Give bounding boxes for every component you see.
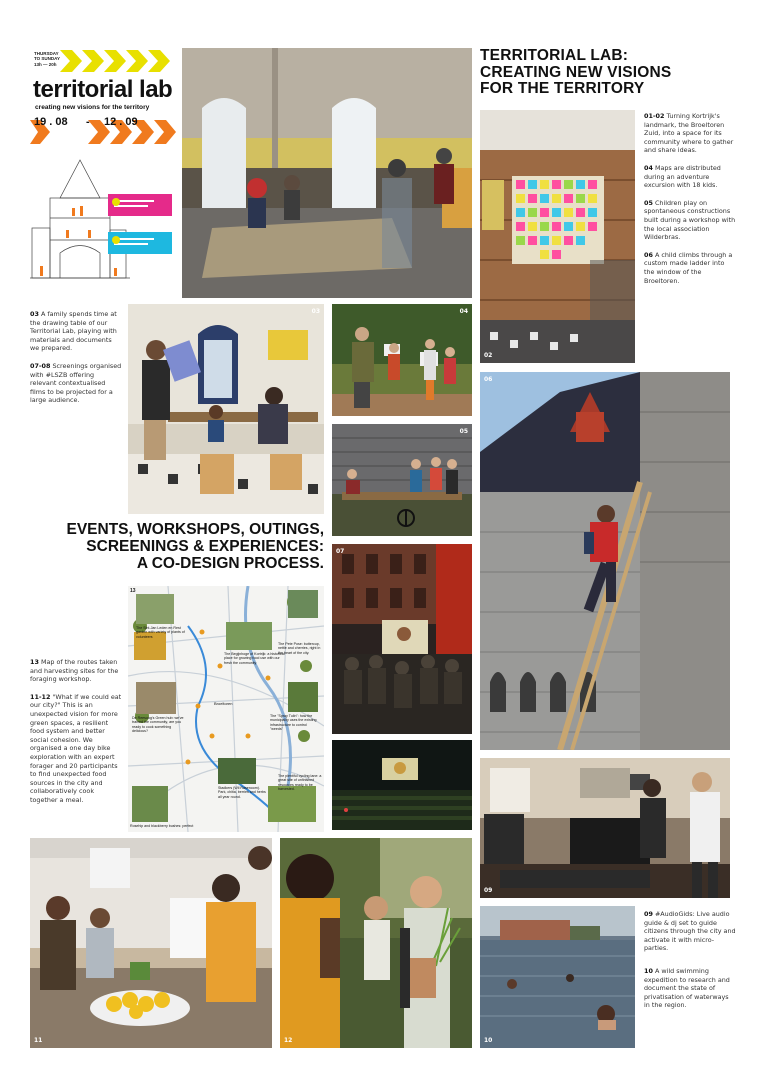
photo-number: 06 [484,376,493,383]
photo-number: 10 [484,1037,493,1044]
photo-number: 13 [130,588,136,594]
map-label: De Reesoog's Green hub: we've trained the community, are you ready to cook something delicious? [132,716,184,734]
events-title: EVENTS, WORKSHOPS, OUTINGS, SCREENINGS & EXPERIENCES: A CO-DESIGN PROCESS. [66,521,324,572]
photo-09-audio-studio [480,758,730,898]
captions-right-top [644,112,736,294]
photo-03-drawing-table [128,304,324,514]
photo-number: 11 [34,1037,43,1044]
map-label: The "Spray Tulin": how the municipality uses the existing infrastructure to control "weeds" [270,714,317,732]
caption-01-02: 01-02 Turning Kortrijk's landmark, the Broeltoren Zuid, into a space for its community where to gather and share ideas. [644,112,734,155]
photo-08-night-screening [332,740,472,830]
caption-07-08: 07-08 Screenings organised with #LSZB offering relevant contextualised films to be projected for a large audience. [30,361,122,405]
map-label: Rosehip and blackberry bushes: perfect [130,824,194,828]
captions-left-lower [30,658,122,814]
photo-07-screening-square [332,544,472,734]
logo-tagline: creating new visions for the territory [35,104,150,111]
logo [30,48,176,148]
tower-section-diagram [30,158,178,286]
photo-01-interior-workshop [182,48,472,298]
caption-05: 05 Children play on spontaneous constructions built during a workshop with the local association Wilderbras. [644,198,736,242]
photo-number: 04 [459,308,468,315]
logo-date-start: 19 . 08 [34,116,68,128]
map-label: Broeltoren [214,701,233,706]
captions-left [30,310,122,414]
captions-right-bottom [644,910,736,1019]
photo-number: 03 [311,308,320,315]
logo-date-sep: - [86,116,90,128]
logo-name: territorial lab [33,76,173,103]
caption-04: 04 Maps are distributed during an adventure excursion with 18 kids. [644,163,721,190]
logo-schedule: THURSDAY TO SUNDAY 13h — 20h [34,51,61,67]
caption-09: 09 #AudioGids: Live audio guide & dj set to guide citizens through the city and activate it with micro-parties. [644,910,736,953]
photo-number: 05 [459,428,468,435]
map-label: The Pete Pose: buttercup, nettle and cherries, right in the heart of the city. [278,642,321,655]
photo-06-ladder-tower [480,372,730,750]
map-label: The Sint-Jan Leden en Rest garden with variety of plants of volunteers [136,626,185,639]
map-label: Stadkers (Wil Rasenoom). Park, chitia, berries and herbs all year round. [218,786,266,799]
photo-number: 12 [284,1037,293,1044]
photo-12-foraging-herbs [280,838,472,1048]
logo-date-end: 12 . 09 [104,116,138,128]
photo-04-kids-maps [332,304,472,416]
map-foraging-routes [128,586,324,832]
photo-11-cooking [30,838,272,1048]
map-label: The plentiful cycling lane: a great site of unfinished resources ready to be harvested. [278,774,322,792]
photo-number: 07 [336,548,345,555]
map-label: The Begijnhoge of Kortrijk: a historical place for growing food use with our fresh the community [224,652,285,665]
caption-10: 10 A wild swimming expedition to research and document the state of privatisation of waterways in the region. [644,966,730,1010]
caption-13: 13 Map of the routes taken and harvesting sites for the foraging workshop. [30,658,119,684]
caption-06: 06 A child climbs through a custom made ladder into the window of the Broeltoren. [644,250,733,285]
photo-05-kids-constructions [332,424,472,536]
photo-10-wild-swimming [480,906,635,1048]
main-title: TERRITORIAL LAB: CREATING NEW VISIONS FOR THE TERRITORY [480,47,672,97]
caption-11-12: 11-12 "What if we could eat our city?" This is an unexpected vision for more green spaces, a resilient food system and better social cohesion. We organised a one day bike exploration with an expert forager and 20 participants to find unexpected food sources in the city and collaboratively cook together a meal. [30,692,122,804]
photo-number: 09 [484,887,493,894]
photo-number: 02 [484,352,493,359]
caption-03: 03 A family spends time at the drawing table of our Territorial Lab, playing with materials and documents we prepared. [30,310,117,353]
photo-02-post-it-wall [480,110,635,363]
